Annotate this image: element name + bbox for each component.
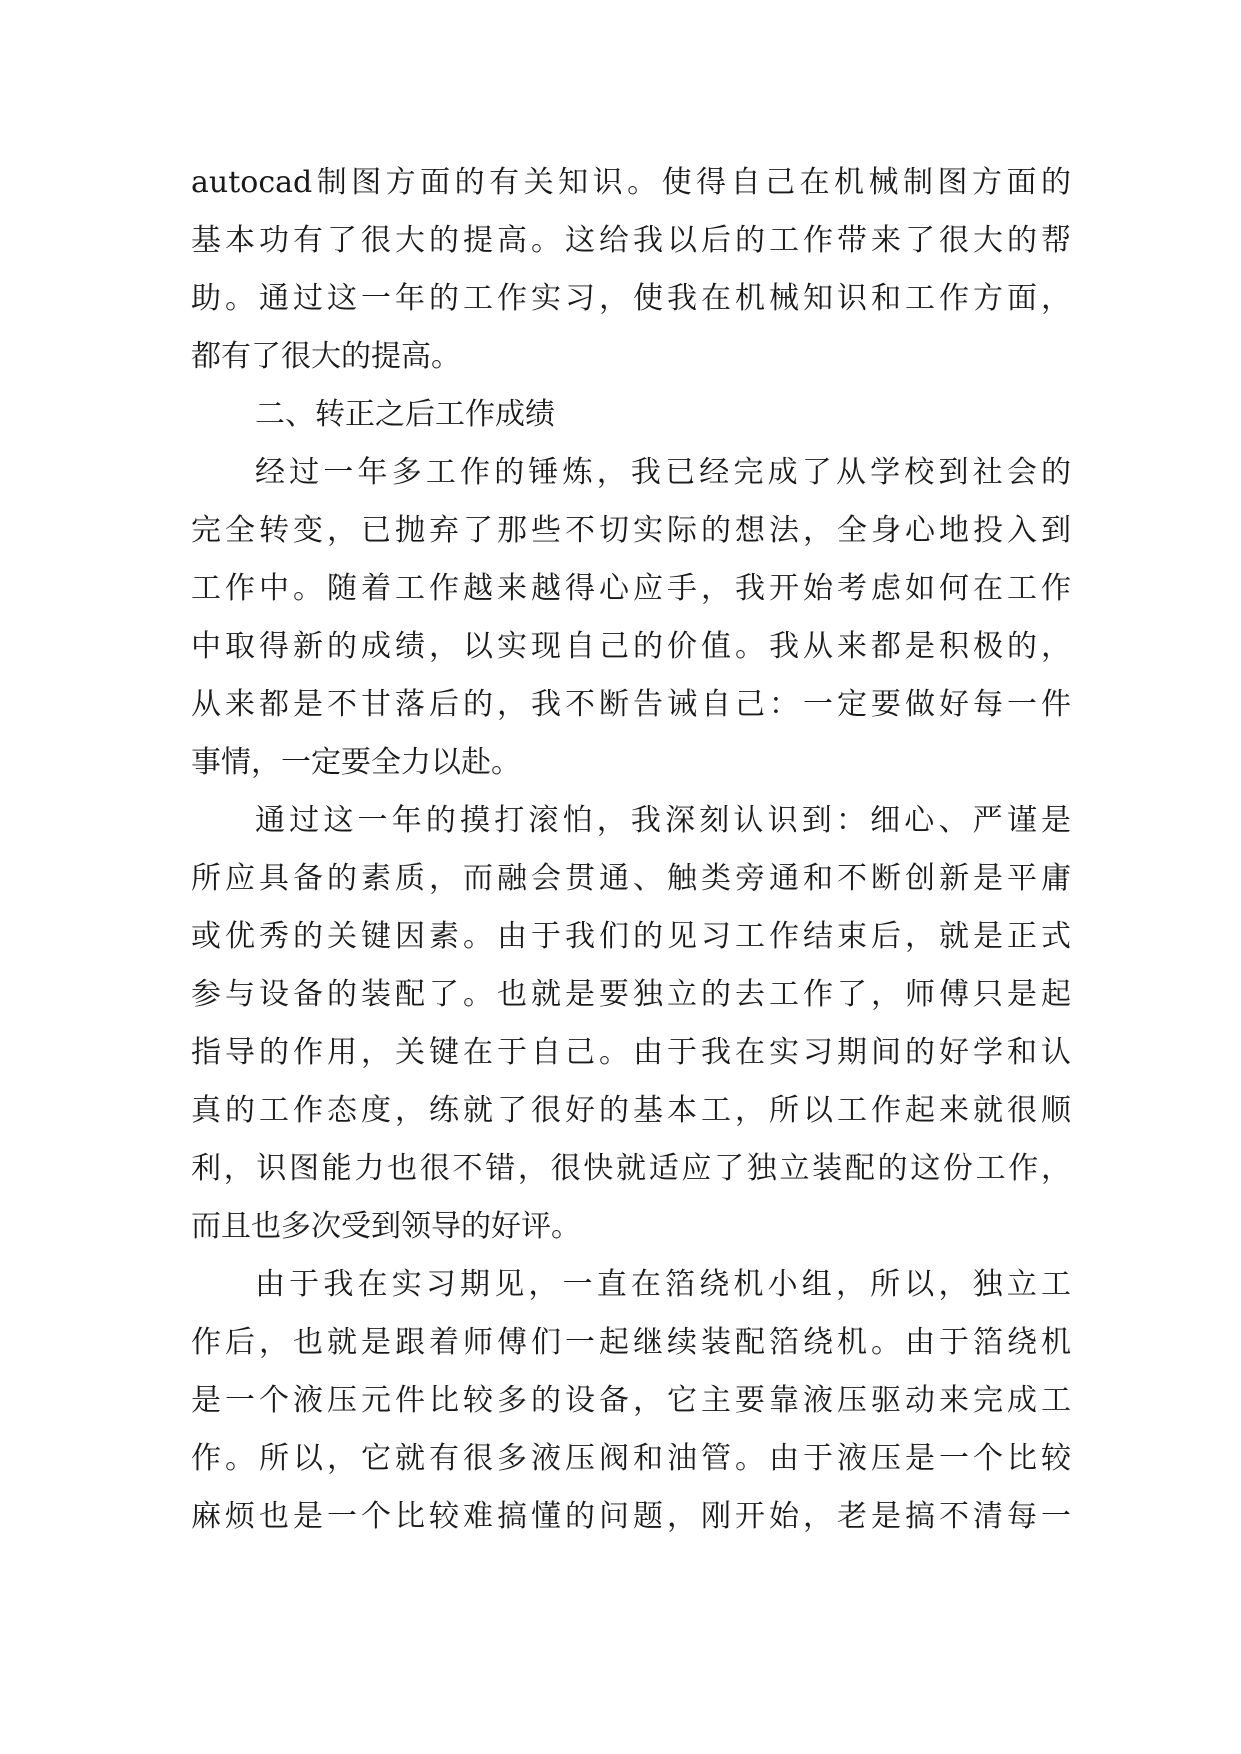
document-body [191,154,1071,1546]
paragraph-foil-winder [191,1256,1071,1546]
text-line: 参与设备的装配了。也就是要独立的去工作了，师傅只是起 [191,977,1071,1012]
section-heading [191,386,1071,444]
text-line: 作后，也就是跟着师傅们一起继续装配箔绕机。由于箔绕机 [191,1325,1071,1360]
text-line: 利，识图能力也很不错，很快就适应了独立装配的这份工作， [191,1151,1071,1186]
text-line: 指导的作用，关键在于自己。由于我在实习期间的好学和认 [191,1035,1071,1070]
text-line: 所应具备的素质，而融会贯通、触类旁通和不断创新是平庸 [191,861,1071,896]
text-line: 或优秀的关键因素。由于我们的见习工作结束后，就是正式 [191,919,1071,954]
text-line: 工作中。随着工作越来越得心应手，我开始考虑如何在工作 [191,571,1071,606]
text-line: 是一个液压元件比较多的设备，它主要靠液压驱动来完成工 [191,1383,1071,1418]
text-line: 由于我在实习期见，一直在箔绕机小组，所以，独立工 [255,1267,1071,1302]
paragraph-autocad-skills [191,154,1071,386]
text-line: 助。通过这一年的工作实习，使我在机械知识和工作方面， [191,281,1071,316]
text-line: 经过一年多工作的锤炼，我已经完成了从学校到社会的 [255,455,1071,490]
text-line: 麻烦也是一个比较难搞懂的问题，刚开始，老是搞不清每一 [191,1499,1071,1534]
text-line: autocad制图方面的有关知识。使得自己在机械制图方面的 [191,165,1071,200]
text-line: 都有了很大的提高。 [191,339,461,374]
text-line: 通过这一年的摸打滚怕，我深刻认识到：细心、严谨是 [255,803,1071,838]
paragraph-lessons-learned [191,792,1071,1256]
text-line: 事情，一定要全力以赴。 [191,745,521,780]
paragraph-after-confirmation [191,444,1071,792]
text-line: 而且也多次受到领导的好评。 [191,1209,581,1244]
text-line: 基本功有了很大的提高。这给我以后的工作带来了很大的帮 [191,223,1071,258]
text-line: 作。所以，它就有很多液压阀和油管。由于液压是一个比较 [191,1441,1071,1476]
section-heading-text: 二、转正之后工作成绩 [255,397,555,432]
text-line: 中取得新的成绩，以实现自己的价值。我从来都是积极的， [191,629,1071,664]
text-line: 真的工作态度，练就了很好的基本工，所以工作起来就很顺 [191,1093,1071,1128]
text-line: 从来都是不甘落后的，我不断告诫自己：一定要做好每一件 [191,687,1071,722]
text-line: 完全转变，已抛弃了那些不切实际的想法，全身心地投入到 [191,513,1071,548]
